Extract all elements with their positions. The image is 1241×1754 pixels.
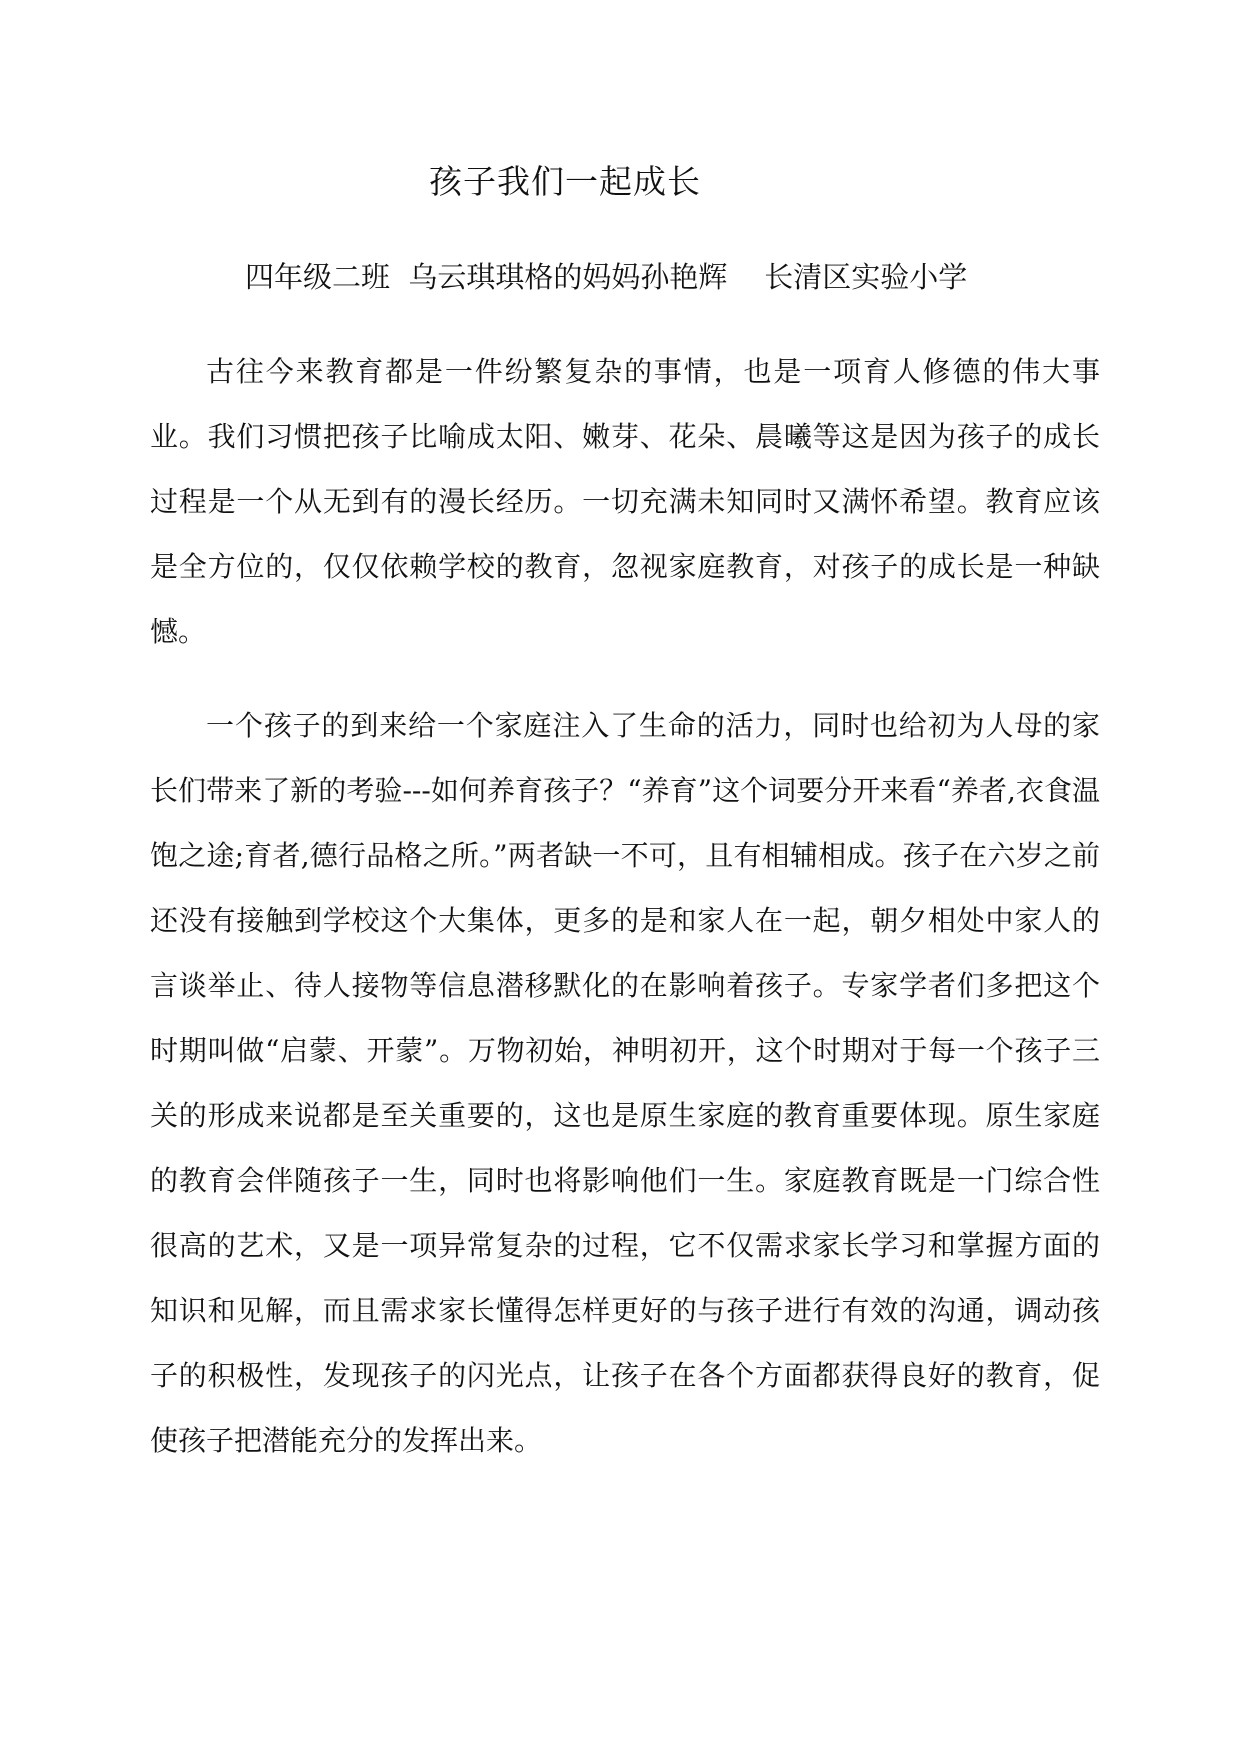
body-paragraph-2: 一个孩子的到来给一个家庭注入了生命的活力，同时也给初为人母的家长们带来了新的考验---如何养育孩子？“养育”这个词要分开来看“养者,衣食温饱之途;育者,德行品格之所。”两者缺一不可，且有相辅相成。孩子在六岁之前还没有接触到学校这个大集体，更多的是和家人在一起，朝夕相处中家人的言谈举止、待人接物等信息潜移默化的在影响着孩子。专家学者们多把这个时期叫做“启蒙、开蒙”。万物初始，神明初开，这个时期对于每一个孩子三关的形成来说都是至关重要的，这也是原生家庭的教育重要体现。原生家庭的教育会伴随孩子一生，同时也将影响他们一生。家庭教育既是一门综合性很高的艺术，又是一项异常复杂的过程，它不仅需求家长学习和掌握方面的知识和见解，而且需求家长懂得怎样更好的与孩子进行有效的沟通，调动孩子的积极性，发现孩子的闪光点，让孩子在各个方面都获得良好的教育，促使孩子把潜能充分的发挥出来。 — [150, 709, 1100, 1457]
body-paragraph-1: 古往今来教育都是一件纷繁复杂的事情，也是一项育人修德的伟大事业。我们习惯把孩子比喻成太阳、嫩芽、花朵、晨曦等这是因为孩子的成长过程是一个从无到有的漫长经历。一切充满未知同时又满怀希望。教育应该是全方位的，仅仅依赖学校的教育，忽视家庭教育，对孩子的成长是一种缺憾。 — [150, 355, 1100, 648]
author-byline: 四年级二班 乌云琪琪格的妈妈孙艳辉 长清区实验小学 — [245, 260, 968, 294]
document-title: 孩子我们一起成长 — [429, 162, 701, 201]
